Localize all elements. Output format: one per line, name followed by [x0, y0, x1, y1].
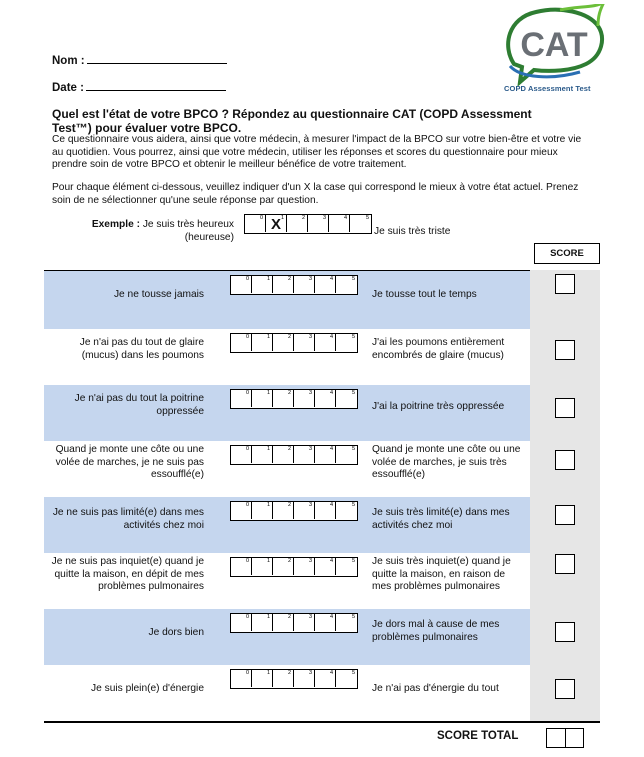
question-1-option-number: 0	[245, 276, 249, 282]
question-8-option-number: 1	[266, 670, 270, 676]
example-option-number: 1	[280, 215, 284, 221]
example-option-number: 0	[259, 215, 263, 221]
question-6-option-number: 2	[287, 558, 291, 564]
question-4-option-1[interactable]	[252, 446, 273, 463]
question-left-text: Je suis plein(e) d'énergie	[91, 683, 204, 694]
question-6-option-3[interactable]	[294, 558, 315, 575]
question-8-option-3[interactable]	[294, 670, 315, 687]
question-7-option-0[interactable]	[231, 614, 252, 631]
question-4-option-4[interactable]	[315, 446, 336, 463]
name-label: Nom :	[52, 55, 85, 67]
example-option-number: 4	[343, 215, 347, 221]
question-3-option-number: 3	[308, 390, 312, 396]
question-2-option-1[interactable]	[252, 334, 273, 351]
date-input-line[interactable]	[86, 81, 226, 91]
example-option-4[interactable]	[329, 215, 350, 232]
question-2-option-number: 2	[287, 334, 291, 340]
question-row-2	[44, 329, 530, 385]
question-2-option-4[interactable]	[315, 334, 336, 351]
speech-bubble-logo-icon	[500, 4, 610, 86]
question-3-option-1[interactable]	[252, 390, 273, 407]
question-row-6	[44, 553, 530, 609]
question-4-option-2[interactable]	[273, 446, 294, 463]
question-left-text: Quand je monte une côte ou une volée de marches, je ne suis pas essoufflé(e)	[55, 444, 204, 481]
question-7-option-number: 1	[266, 614, 270, 620]
question-left-text: Je dors bien	[148, 627, 204, 638]
question-2-option-0[interactable]	[231, 334, 252, 351]
question-6-option-1[interactable]	[252, 558, 273, 575]
question-4-option-5[interactable]	[336, 446, 357, 463]
question-4-option-0[interactable]	[231, 446, 252, 463]
score-column	[530, 270, 600, 721]
score-total-digit-1[interactable]	[547, 729, 566, 747]
question-6-option-number: 1	[266, 558, 270, 564]
question-8-option-2[interactable]	[273, 670, 294, 687]
score-box-2[interactable]	[555, 340, 575, 360]
question-right-text: Je suis très inquiet(e) quand je quitte la maison, en raison de mes problèmes pulmonaires	[372, 556, 511, 593]
question-4-option-number: 5	[351, 446, 355, 452]
question-8-option-4[interactable]	[315, 670, 336, 687]
question-4-option-number: 2	[287, 446, 291, 452]
example-option-0[interactable]	[245, 215, 266, 232]
question-left-text: Je n'ai pas du tout la poitrine oppressée	[74, 393, 204, 417]
question-scale-1	[230, 275, 358, 295]
question-4-option-number: 0	[245, 446, 249, 452]
question-8-option-number: 2	[287, 670, 291, 676]
question-2-option-number: 1	[266, 334, 270, 340]
question-3-option-number: 5	[351, 390, 355, 396]
question-right-text: Je n'ai pas d'énergie du tout	[372, 683, 499, 694]
question-6-option-0[interactable]	[231, 558, 252, 575]
question-7-option-number: 3	[308, 614, 312, 620]
score-total-label: SCORE TOTAL	[437, 730, 519, 742]
example-prefix: Exemple :	[91, 219, 140, 230]
page-heading: Quel est l'état de votre BPCO ? Répondez au questionnaire CAT (COPD Assessment Test™) pour évaluer votre BPCO.	[52, 107, 532, 135]
question-3-option-number: 4	[329, 390, 333, 396]
question-row-4	[44, 441, 530, 497]
question-2-option-3[interactable]	[294, 334, 315, 351]
instruction-text: Pour chaque élément ci-dessous, veuillez indiquer d'un X la case qui correspond le mieux à votre état actuel. Prenez soin de ne sélectionner qu'une seule réponse par question.	[52, 182, 579, 206]
intro-text: Ce questionnaire vous aidera, ainsi que votre médecin, à mesurer l'impact de la BPCO sur votre bien-être et votre vie au quotidien. Vous pourrez, ainsi que votre médecin, utiliser les réponses et scores du questionnaire pour mieux prendre soin de votre BPCO et obtenir le meilleur bénéfice de votre traitement.	[52, 134, 582, 171]
question-3-option-number: 0	[245, 390, 249, 396]
example-option-5[interactable]	[350, 215, 371, 232]
score-box-6[interactable]	[555, 554, 575, 574]
question-row-7	[44, 609, 530, 665]
question-5-option-number: 2	[287, 502, 291, 508]
question-1-option-2[interactable]	[273, 276, 294, 293]
name-input-line[interactable]	[87, 54, 227, 64]
question-6-option-number: 4	[329, 558, 333, 564]
question-1-option-5[interactable]	[336, 276, 357, 293]
question-3-option-4[interactable]	[315, 390, 336, 407]
question-3-option-number: 1	[266, 390, 270, 396]
bottom-divider	[44, 721, 600, 723]
question-4-option-number: 1	[266, 446, 270, 452]
question-1-option-3[interactable]	[294, 276, 315, 293]
example-scale	[244, 214, 372, 234]
question-2-option-5[interactable]	[336, 334, 357, 351]
question-5-option-number: 4	[329, 502, 333, 508]
question-5-option-3[interactable]	[294, 502, 315, 519]
question-5-option-4[interactable]	[315, 502, 336, 519]
question-2-option-number: 4	[329, 334, 333, 340]
question-row-8	[44, 665, 530, 721]
question-1-option-4[interactable]	[315, 276, 336, 293]
question-5-option-5[interactable]	[336, 502, 357, 519]
question-1-option-number: 2	[287, 276, 291, 282]
example-x-mark: X	[270, 216, 281, 233]
question-left-text: Je ne suis pas inquiet(e) quand je quitte la maison, en dépit de mes problèmes pulmonaires	[51, 556, 204, 593]
question-1-option-0[interactable]	[231, 276, 252, 293]
question-1-option-number: 5	[351, 276, 355, 282]
question-6-option-2[interactable]	[273, 558, 294, 575]
question-scale-7	[230, 613, 358, 633]
example-left-text: Je suis très heureux (heureuse)	[142, 219, 234, 243]
question-right-text: Je suis très limité(e) dans mes activités chez moi	[372, 507, 510, 531]
question-right-text: Quand je monte une côte ou une volée de marches, je suis très essoufflé(e)	[372, 444, 521, 481]
question-8-option-1[interactable]	[252, 670, 273, 687]
question-2-option-number: 3	[308, 334, 312, 340]
question-left-text: Je ne suis pas limité(e) dans mes activités chez moi	[52, 507, 204, 531]
score-box-7[interactable]	[555, 622, 575, 642]
question-5-option-number: 0	[245, 502, 249, 508]
question-5-option-0[interactable]	[231, 502, 252, 519]
question-8-option-number: 3	[308, 670, 312, 676]
example-right-label: Je suis très triste	[374, 226, 451, 237]
question-7-option-number: 4	[329, 614, 333, 620]
example-option-2[interactable]	[287, 215, 308, 232]
question-row-5	[44, 497, 530, 553]
question-left-text: Je ne tousse jamais	[113, 289, 204, 300]
logo-text: CAT	[520, 26, 588, 64]
question-5-option-number: 1	[266, 502, 270, 508]
question-5-option-number: 3	[308, 502, 312, 508]
question-scale-2	[230, 333, 358, 353]
question-left-text: Je n'ai pas du tout de glaire (mucus) dans les poumons	[79, 337, 204, 361]
question-scale-5	[230, 501, 358, 521]
date-label: Date :	[52, 82, 84, 94]
question-6-option-number: 0	[245, 558, 249, 564]
question-4-option-number: 3	[308, 446, 312, 452]
score-box-1[interactable]	[555, 274, 575, 294]
question-2-option-number: 5	[351, 334, 355, 340]
name-field	[52, 54, 227, 67]
score-box-5[interactable]	[555, 505, 575, 525]
question-1-option-number: 3	[308, 276, 312, 282]
question-3-option-5[interactable]	[336, 390, 357, 407]
question-7-option-2[interactable]	[273, 614, 294, 631]
example-option-number: 2	[301, 215, 305, 221]
question-3-option-3[interactable]	[294, 390, 315, 407]
score-total-box[interactable]	[546, 728, 584, 748]
question-4-option-number: 4	[329, 446, 333, 452]
question-6-option-number: 5	[351, 558, 355, 564]
question-7-option-number: 0	[245, 614, 249, 620]
example-left-label	[66, 219, 234, 244]
question-6-option-number: 3	[308, 558, 312, 564]
question-3-option-0[interactable]	[231, 390, 252, 407]
question-7-option-number: 2	[287, 614, 291, 620]
question-8-option-number: 4	[329, 670, 333, 676]
question-scale-3	[230, 389, 358, 409]
date-field	[52, 81, 226, 94]
question-7-option-4[interactable]	[315, 614, 336, 631]
question-6-option-5[interactable]	[336, 558, 357, 575]
question-2-option-2[interactable]	[273, 334, 294, 351]
question-row-3	[44, 385, 530, 441]
example-option-number: 3	[322, 215, 326, 221]
question-1-option-1[interactable]	[252, 276, 273, 293]
question-1-option-number: 1	[266, 276, 270, 282]
score-box-8[interactable]	[555, 679, 575, 699]
question-3-option-2[interactable]	[273, 390, 294, 407]
score-box-4[interactable]	[555, 450, 575, 470]
question-right-text: Je dors mal à cause de mes problèmes pulmonaires	[372, 619, 500, 643]
question-5-option-number: 5	[351, 502, 355, 508]
question-row-1	[44, 271, 530, 329]
question-7-option-5[interactable]	[336, 614, 357, 631]
question-right-text: J'ai les poumons entièrement encombrés de glaire (mucus)	[372, 337, 505, 361]
example-option-1[interactable]	[266, 215, 287, 232]
question-6-option-4[interactable]	[315, 558, 336, 575]
question-5-option-1[interactable]	[252, 502, 273, 519]
question-right-text: Je tousse tout le temps	[372, 289, 477, 300]
question-right-text: J'ai la poitrine très oppressée	[372, 401, 505, 412]
question-7-option-1[interactable]	[252, 614, 273, 631]
question-8-option-0[interactable]	[231, 670, 252, 687]
question-4-option-3[interactable]	[294, 446, 315, 463]
score-box-3[interactable]	[555, 398, 575, 418]
question-7-option-number: 5	[351, 614, 355, 620]
question-3-option-number: 2	[287, 390, 291, 396]
question-8-option-number: 0	[245, 670, 249, 676]
cat-logo	[500, 4, 610, 94]
example-option-3[interactable]	[308, 215, 329, 232]
question-scale-8	[230, 669, 358, 689]
question-scale-4	[230, 445, 358, 465]
question-5-option-2[interactable]	[273, 502, 294, 519]
question-8-option-5[interactable]	[336, 670, 357, 687]
score-header: SCORE	[534, 243, 600, 264]
question-8-option-number: 5	[351, 670, 355, 676]
score-total-digit-2[interactable]	[566, 729, 584, 747]
question-scale-6	[230, 557, 358, 577]
logo-subtitle: COPD Assessment Test	[504, 84, 591, 93]
example-option-number: 5	[365, 215, 369, 221]
question-2-option-number: 0	[245, 334, 249, 340]
question-1-option-number: 4	[329, 276, 333, 282]
question-7-option-3[interactable]	[294, 614, 315, 631]
